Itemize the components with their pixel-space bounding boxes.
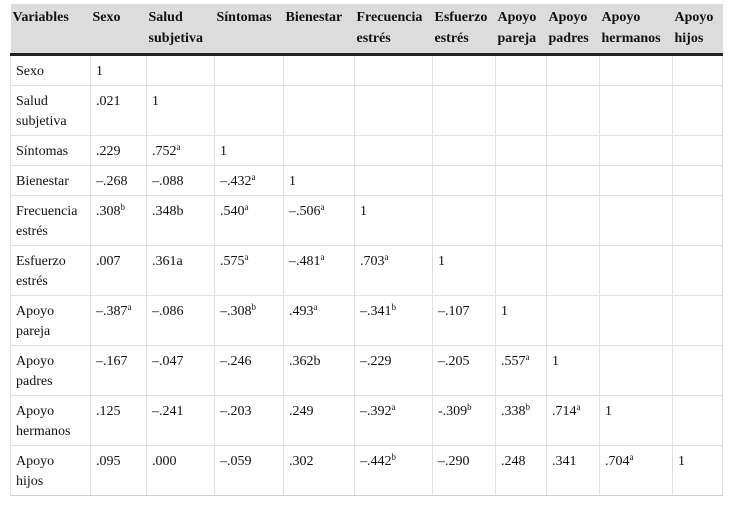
table-row	[11, 246, 723, 296]
table-cell	[547, 446, 600, 496]
row-label-text: Apoyo	[16, 454, 55, 469]
cell-value: .229	[96, 144, 121, 159]
cell-value: –.167	[96, 354, 128, 369]
table-cell	[496, 196, 547, 246]
row-label-text: estrés	[16, 224, 48, 239]
table-cell	[147, 55, 215, 86]
table-cell	[355, 296, 433, 346]
table-cell	[496, 396, 547, 446]
table-cell	[600, 86, 673, 136]
row-label	[11, 296, 91, 346]
table-cell	[547, 246, 600, 296]
table-cell	[433, 86, 496, 136]
column-header-label: Apoyo	[601, 10, 641, 25]
cell-value: .348b	[152, 204, 184, 219]
table-cell	[91, 55, 147, 86]
table-cell	[547, 55, 600, 86]
row-label-text: Bienestar	[16, 174, 69, 189]
cell-value: –.047	[152, 354, 184, 369]
table-cell	[147, 346, 215, 396]
significance-superscript: a	[251, 172, 256, 183]
cell-value: .021	[96, 94, 121, 109]
column-header-label: Frecuencia	[356, 10, 423, 25]
table-cell	[147, 86, 215, 136]
table-cell	[147, 196, 215, 246]
cell-value: .362b	[289, 354, 321, 369]
column-header-label: estrés	[434, 31, 469, 46]
cell-value: 1	[501, 304, 508, 319]
row-label-text: pareja	[16, 324, 51, 339]
cell-value: –.432	[220, 174, 252, 189]
cell-value: .540	[220, 204, 245, 219]
column-header-label: Variables	[12, 10, 69, 25]
row-label	[11, 446, 91, 496]
column-header	[547, 4, 600, 55]
column-header-label: Síntomas	[216, 10, 272, 25]
table-row	[11, 55, 723, 86]
cell-value: .007	[96, 254, 121, 269]
cell-value: .249	[289, 404, 314, 419]
cell-value: –.205	[438, 354, 470, 369]
table-cell	[91, 296, 147, 346]
table-cell	[433, 296, 496, 346]
table-cell	[496, 55, 547, 86]
significance-superscript: b	[525, 402, 530, 413]
row-label	[11, 346, 91, 396]
row-label-text: Salud	[16, 94, 48, 109]
table-cell	[600, 136, 673, 166]
table-cell	[91, 86, 147, 136]
table-cell	[215, 296, 284, 346]
table-cell	[600, 346, 673, 396]
cell-value: .714	[552, 404, 577, 419]
column-header	[11, 4, 91, 55]
cell-value: 1	[220, 144, 227, 159]
column-header-label: Sexo	[92, 10, 121, 25]
cell-value: –.229	[360, 354, 392, 369]
table-cell	[284, 346, 355, 396]
row-label	[11, 55, 91, 86]
column-header-label: padres	[548, 31, 589, 46]
cell-value: .493	[289, 304, 314, 319]
table-cell	[355, 166, 433, 196]
cell-value: –.107	[438, 304, 470, 319]
table-cell	[433, 166, 496, 196]
table-cell	[673, 396, 723, 446]
table-cell	[147, 136, 215, 166]
table-cell	[547, 196, 600, 246]
table-row	[11, 196, 723, 246]
column-header	[284, 4, 355, 55]
row-label	[11, 86, 91, 136]
row-label-text: Apoyo	[16, 354, 55, 369]
cell-value: .000	[152, 454, 177, 469]
table-cell	[673, 246, 723, 296]
table-cell	[600, 166, 673, 196]
cell-value: –.442	[360, 454, 392, 469]
row-label	[11, 136, 91, 166]
cell-value: –.246	[220, 354, 252, 369]
table-cell	[496, 86, 547, 136]
column-header	[600, 4, 673, 55]
table-cell	[433, 346, 496, 396]
row-label-text: Síntomas	[16, 144, 69, 159]
row-label-text: Apoyo	[16, 304, 55, 319]
table-cell	[673, 196, 723, 246]
cell-value: 1	[360, 204, 367, 219]
table-cell	[147, 246, 215, 296]
row-label	[11, 196, 91, 246]
column-header	[355, 4, 433, 55]
table-cell	[496, 446, 547, 496]
table-cell	[496, 246, 547, 296]
significance-superscript: a	[244, 202, 249, 213]
table-cell	[215, 396, 284, 446]
cell-value: 1	[552, 354, 559, 369]
table-cell	[91, 246, 147, 296]
table-cell	[284, 296, 355, 346]
cell-value: .703	[360, 254, 385, 269]
column-header-label: Esfuerzo	[434, 10, 488, 25]
cell-value: .308	[96, 204, 121, 219]
significance-superscript: a	[313, 302, 318, 313]
table-cell	[600, 396, 673, 446]
table-cell	[284, 136, 355, 166]
row-label	[11, 396, 91, 446]
correlation-table	[10, 4, 723, 496]
table-cell	[215, 136, 284, 166]
table-body	[11, 55, 723, 496]
table-cell	[673, 136, 723, 166]
cell-value: –.086	[152, 304, 184, 319]
table-cell	[433, 136, 496, 166]
significance-superscript: a	[127, 302, 132, 313]
table-cell	[547, 136, 600, 166]
table-cell	[147, 296, 215, 346]
table-cell	[547, 166, 600, 196]
table-cell	[284, 196, 355, 246]
table-cell	[496, 296, 547, 346]
column-header	[91, 4, 147, 55]
table-cell	[215, 196, 284, 246]
table-cell	[91, 166, 147, 196]
table-cell	[496, 166, 547, 196]
table-cell	[215, 446, 284, 496]
table-row	[11, 446, 723, 496]
column-header-label: hermanos	[601, 31, 661, 46]
table-row	[11, 136, 723, 166]
table-cell	[547, 296, 600, 346]
cell-value: –.392	[360, 404, 392, 419]
column-header-label: Bienestar	[285, 10, 343, 25]
cell-value: .338	[501, 404, 526, 419]
table-cell	[355, 246, 433, 296]
cell-value: –.241	[152, 404, 184, 419]
table-cell	[547, 396, 600, 446]
table-cell	[355, 446, 433, 496]
table-header	[11, 4, 723, 55]
table-cell	[215, 246, 284, 296]
cell-value: 1	[96, 64, 103, 79]
table-cell	[673, 86, 723, 136]
table-cell	[355, 196, 433, 246]
table-cell	[600, 446, 673, 496]
table-cell	[433, 55, 496, 86]
cell-value: .557	[501, 354, 526, 369]
cell-value: –.203	[220, 404, 252, 419]
table-cell	[91, 446, 147, 496]
table-cell	[600, 296, 673, 346]
column-header-label: Apoyo	[548, 10, 588, 25]
table-row	[11, 166, 723, 196]
cell-value: –.290	[438, 454, 470, 469]
significance-superscript: a	[525, 352, 530, 363]
column-header-label: pareja	[497, 31, 537, 46]
significance-superscript: a	[320, 252, 325, 263]
table-cell	[355, 86, 433, 136]
table-cell	[433, 446, 496, 496]
cell-value: .248	[501, 454, 526, 469]
cell-value: .341	[552, 454, 577, 469]
table-cell	[284, 396, 355, 446]
row-label-text: padres	[16, 374, 53, 389]
significance-superscript: b	[467, 402, 472, 413]
cell-value: .361a	[152, 254, 183, 269]
significance-superscript: a	[576, 402, 581, 413]
column-header-label: Apoyo	[674, 10, 714, 25]
table-cell	[355, 396, 433, 446]
table-cell	[284, 166, 355, 196]
table-cell	[147, 446, 215, 496]
row-label-text: hermanos	[16, 424, 71, 439]
cell-value: .704	[605, 454, 630, 469]
cell-value: –.268	[96, 174, 128, 189]
table-cell	[600, 246, 673, 296]
row-label	[11, 166, 91, 196]
significance-superscript: a	[176, 142, 181, 153]
table-cell	[147, 166, 215, 196]
table-cell	[284, 246, 355, 296]
table-cell	[673, 346, 723, 396]
table-row	[11, 296, 723, 346]
row-label-text: estrés	[16, 274, 48, 289]
row-label-text: Apoyo	[16, 404, 55, 419]
table-cell	[433, 396, 496, 446]
cell-value: -.309	[438, 404, 468, 419]
table-cell	[91, 136, 147, 166]
table-cell	[355, 136, 433, 166]
column-header-label: subjetiva	[148, 31, 203, 46]
table-cell	[284, 86, 355, 136]
row-label-text: Esfuerzo	[16, 254, 66, 269]
table-cell	[147, 396, 215, 446]
column-header-label: hijos	[674, 31, 704, 46]
column-header	[673, 4, 723, 55]
cell-value: –.481	[289, 254, 321, 269]
table-cell	[215, 346, 284, 396]
row-label-text: subjetiva	[16, 114, 67, 129]
column-header	[496, 4, 547, 55]
table-row	[11, 396, 723, 446]
table-cell	[284, 55, 355, 86]
row-label-text: hijos	[16, 474, 44, 489]
header-row	[11, 4, 723, 55]
column-header-label: estrés	[356, 31, 391, 46]
table-cell	[284, 446, 355, 496]
cell-value: –.088	[152, 174, 184, 189]
table-cell	[673, 55, 723, 86]
table-cell	[496, 346, 547, 396]
table-cell	[91, 396, 147, 446]
table-cell	[355, 55, 433, 86]
cell-value: –.059	[220, 454, 252, 469]
cell-value: .752	[152, 144, 177, 159]
table-cell	[547, 346, 600, 396]
table-row	[11, 346, 723, 396]
cell-value: .095	[96, 454, 121, 469]
row-label-text: Sexo	[16, 64, 44, 79]
table-cell	[496, 136, 547, 166]
table-cell	[547, 86, 600, 136]
significance-superscript: b	[120, 202, 125, 213]
row-label-text: Frecuencia	[16, 204, 78, 219]
correlation-table-container	[10, 4, 722, 496]
cell-value: .575	[220, 254, 245, 269]
table-cell	[433, 196, 496, 246]
table-cell	[355, 346, 433, 396]
cell-value: 1	[678, 454, 685, 469]
table-cell	[215, 166, 284, 196]
cell-value: .302	[289, 454, 314, 469]
cell-value: –.387	[96, 304, 128, 319]
column-header-label: Salud	[148, 10, 183, 25]
cell-value: 1	[605, 404, 612, 419]
table-cell	[91, 196, 147, 246]
table-cell	[600, 196, 673, 246]
significance-superscript: a	[244, 252, 249, 263]
cell-value: 1	[289, 174, 296, 189]
cell-value: 1	[438, 254, 445, 269]
significance-superscript: b	[251, 302, 256, 313]
column-header	[215, 4, 284, 55]
row-label	[11, 246, 91, 296]
significance-superscript: a	[320, 202, 325, 213]
table-cell	[215, 86, 284, 136]
cell-value: –.341	[360, 304, 392, 319]
cell-value: 1	[152, 94, 159, 109]
cell-value: .125	[96, 404, 121, 419]
table-cell	[673, 296, 723, 346]
cell-value: –.506	[289, 204, 321, 219]
table-cell	[433, 246, 496, 296]
column-header	[433, 4, 496, 55]
significance-superscript: a	[391, 402, 396, 413]
significance-superscript: b	[391, 452, 396, 463]
table-cell	[215, 55, 284, 86]
table-cell	[673, 446, 723, 496]
column-header-label: Apoyo	[497, 10, 537, 25]
table-cell	[600, 55, 673, 86]
significance-superscript: b	[391, 302, 396, 313]
table-cell	[91, 346, 147, 396]
column-header	[147, 4, 215, 55]
significance-superscript: a	[384, 252, 389, 263]
cell-value: –.308	[220, 304, 252, 319]
table-row	[11, 86, 723, 136]
significance-superscript: a	[629, 452, 634, 463]
table-cell	[673, 166, 723, 196]
